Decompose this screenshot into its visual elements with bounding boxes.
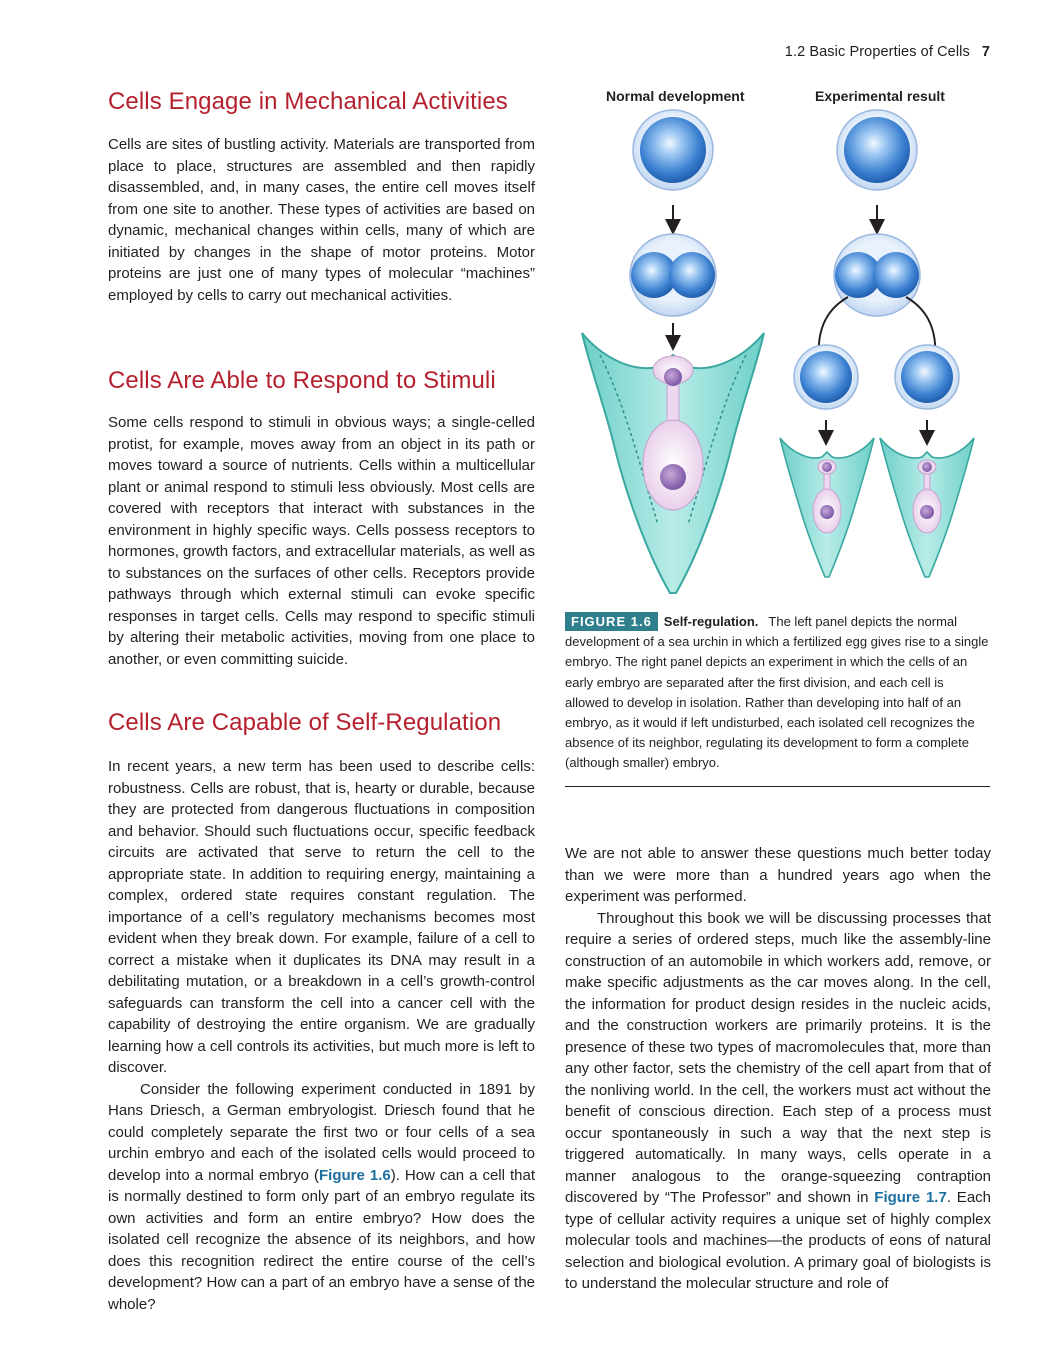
caption-text: The left panel depicts the normal development of a sea urchin in which a fertilized egg gives rise to a single embryo. The right panel depicts an experiment in which the cells of an early embryo are separated after the first division, and each cell is allowed to develop in isolation. Rather than developing into half of an embryo, as it would if left undisturbed, each isolated cell recognizes the absence of its neighbor, regulating its development to form a complete (although smaller) embryo. [565,614,989,771]
page-number: 7 [981,44,990,60]
egg-cell-experimental [837,110,917,190]
figure-title-normal: Normal development [606,88,745,104]
paragraph: Throughout this book we will be discussing processes that require a series of ordered steps, much like the assembly-line construction of an automobile in which workers add, remove, or make specific adjustments as the car moves along. In the cell, the information for product design resides in the nucleic acids, and the construction workers are primarily proteins. It is the presence of these two types of macromolecules that, more than any other factor, sets the chemistry of the cell apart from that of the nonliving world. In the cell, the workers must act without the benefit of conscious direction. Each step of a process must occur spontaneously in such a way that the next step is triggered automatically. In many ways, cells operate in a manner analogous to the orange-squeezing contraption discovered by “The Professor” and shown in Figure 1.7. Each type of cellular activity requires a unique set of highly complex molecular tools and machines—the products of eons of natural selection and biological evolution. A primary goal of biologists is to understand the molecular structure and role of [565,909,991,1292]
figure-1-6-link[interactable]: Figure 1.6 [319,1166,391,1184]
section-body-stimuli [108,412,535,670]
section-heading-self-regulation: Cells Are Capable of Self-Regulation [108,709,502,736]
two-cell-embryo-normal [630,234,716,316]
isolated-cell-left [794,345,858,409]
larva-normal [582,333,764,593]
two-cell-embryo-experimental [834,234,920,316]
figure-divider [565,786,990,787]
sea-urchin-development-illustration [570,105,995,600]
small-larva-right [880,438,974,577]
section-heading-stimuli: Cells Are Able to Respond to Stimuli [108,367,496,394]
figure-1-7-link[interactable]: Figure 1.7 [874,1189,947,1206]
section-body-mechanical [108,134,535,306]
paragraph: Cells are sites of bustling activity. Materials are transported from place to place, structures are assembled and then rapidly disassembled, and, in many cases, the entire cell moves itself from one site to another. These types of activities are based on dynamic, mechanical changes within cells, many of which are initiated by changes in the shape of motor proteins. Motor proteins are just one of many types of molecular “machines” employed by cells to carry out mechanical activities. [108,136,535,304]
caption-title: Self-regulation. [663,614,759,629]
section-body-self-regulation [108,756,535,1315]
paragraph: In recent years, a new term has been used to describe cells: robustness. Cells are robust, that is, hearty or durable, because they are protected from dangerous fluctuations in composition and behavior. Should such fluctuations occur, specific feedback circuits are activated that serve to return the cell to the appropriate state. In addition to requiring energy, maintaining a complex, ordered state requires constant regulation. The importance of a cell’s regulatory mechanisms becomes most evident when they break down. For example, failure of a cell to correct a mistake when it duplicates its DNA may result in a debilitating mutation, or a breakdown in a cell’s growth-control safeguards can transform the cell into a cancer cell with the capability of destroying the entire organism. We are gradually learning how a cell controls its activities, but much more is left to discover. [108,758,535,1076]
isolated-cell-right [895,345,959,409]
figure-label: FIGURE 1.6 [565,612,658,631]
right-column-body [565,843,991,1295]
section-heading-mechanical: Cells Engage in Mechanical Activities [108,88,508,115]
egg-cell-normal [633,110,713,190]
running-header-section: 1.2 Basic Properties of Cells [784,44,970,60]
paragraph: We are not able to answer these questions much better today than we were more than a hundred years ago when the experiment was performed. [565,845,991,905]
running-header [785,44,990,60]
figure-title-experimental: Experimental result [815,88,945,104]
small-larva-left [780,438,874,577]
figure-caption [565,612,990,774]
paragraph: Some cells respond to stimuli in obvious ways; a single-celled protist, for example, moves away from an object in its path or moves toward a source of nutrients. Cells within a multicellular plant or animal respond to stimuli less obviously. Most cells are covered with receptors that interact with substances in the environment in highly specific ways. Cells possess receptors to hormones, growth factors, and extracellular materials, as well as to substances on the surfaces of other cells. Receptors provide pathways through which external stimuli can evoke specific responses in target cells. Cells may respond to specific stimuli by altering their metabolic activities, moving from one place to another, or even committing suicide. [108,414,535,668]
paragraph: Consider the following experiment conducted in 1891 by Hans Driesch, a German embryologist. Driesch found that he could completely separate the first two or four cells of a sea urchin embryo and each of the isolated cells would proceed to develop into a normal embryo (Figure 1.6). How can a cell that is normally destined to form only part of an embryo regulate its own activities and form an entire embryo? How does the isolated cell recognize the absence of its neighbors, and how does this recognition redirect the entire course of the cell’s development? How can a part of an embryo have a sense of the whole? [108,1080,535,1313]
